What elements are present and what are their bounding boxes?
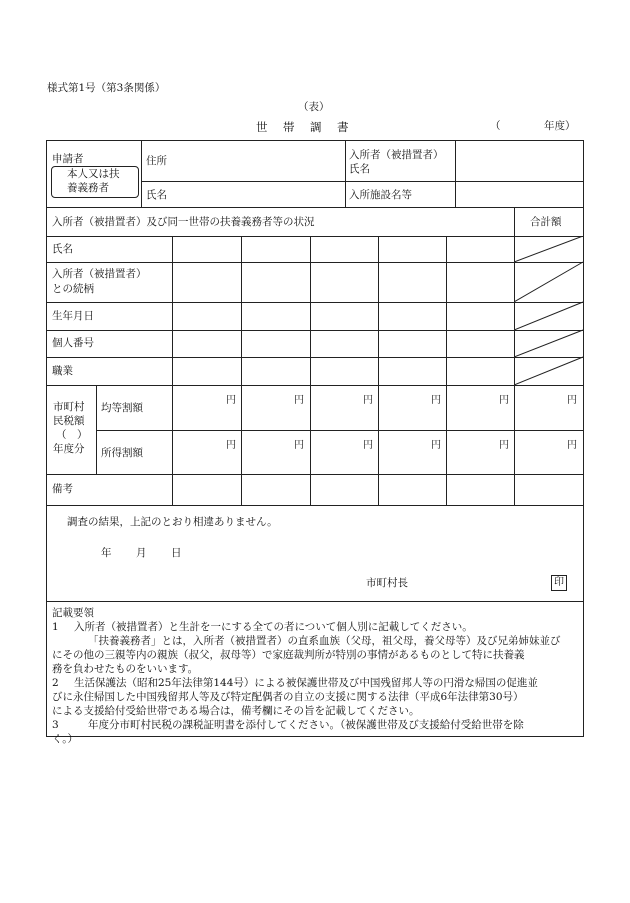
date-year: 年: [101, 547, 112, 559]
certification-statement: 調査の結果，上記のとおり相違ありません。: [67, 516, 278, 528]
fiscal-year-close: 年度）: [544, 120, 576, 132]
row-personal-number-label: 個人番号: [52, 337, 94, 349]
tax-label-4: 年度分: [53, 443, 85, 455]
note-1: 1 入所者（被措置者）と生計を一にする全ての者について個人別に記載してください。: [52, 621, 473, 633]
note-3: 3 年度分市町村民税の課税証明書を添付してください。（被保護世帯及び支援給付受給世帯を除: [52, 719, 524, 731]
household-section-title: 入所者（被措置者）及び同一世帯の扶養義務者等の状況: [52, 216, 315, 228]
yen-unit: 円: [294, 440, 304, 451]
resident-label: 入所者（被措置者）: [349, 149, 444, 161]
yen-unit: 円: [567, 440, 577, 451]
total-column-strikes: [514, 236, 584, 386]
tax-label-2: 民税額: [53, 415, 85, 427]
fiscal-year-open: （: [490, 120, 501, 132]
yen-unit: 円: [499, 440, 509, 451]
notes-heading: 記載要領: [52, 607, 94, 619]
mayor-label: 市町村長: [366, 577, 408, 589]
yen-unit: 円: [499, 395, 509, 406]
page-title: 世 帯 調 書: [256, 120, 351, 134]
note-3-line-2: く。）: [52, 733, 79, 745]
total-label: 合計額: [530, 216, 562, 228]
notes-section: [52, 606, 582, 746]
form-side-label: （表）: [298, 101, 330, 113]
note-2-line-3: による支援給付受給世帯である場合は，備考欄にその旨を記載してください。: [52, 705, 420, 717]
applicant-name-label: 氏名: [146, 189, 167, 201]
row-name-label: 氏名: [52, 243, 73, 255]
row-remarks-label: 備考: [52, 483, 73, 495]
row-relation-label-2: との続柄: [52, 283, 94, 295]
tax-label-3: （ ）: [56, 429, 88, 441]
facility-label: 入所施設名等: [349, 189, 412, 201]
note-2: 2 生活保護法（昭和25年法律第144号）による被保護世帯及び中国残留邦人等の円滑な帰国の促進並: [52, 677, 538, 689]
seal-mark: 印: [551, 575, 567, 591]
applicant-label: 申請者: [52, 153, 84, 165]
note-1-definition-line-1: 「扶養義務者」とは，入所者（被措置者）の直系血族（父母，祖父母，養父母等）及び兄弟姉妹並び: [88, 635, 561, 647]
yen-unit: 円: [431, 440, 441, 451]
tax-label-1: 市町村: [53, 401, 85, 413]
yen-unit: 円: [431, 395, 441, 406]
form-number: 様式第1号（第3条関係）: [47, 82, 166, 94]
yen-unit: 円: [294, 395, 304, 406]
yen-unit: 円: [363, 395, 373, 406]
date-day: 日: [171, 547, 182, 559]
date-month: 月: [136, 547, 147, 559]
equal-rate-label: 均等割額: [101, 402, 143, 414]
note-1-definition-line-2: にその他の三親等内の親族（叔父，叔母等）で家庭裁判所が特別の事情があるものとして特に扶養義: [52, 649, 525, 661]
yen-unit: 円: [363, 440, 373, 451]
row-occupation-label: 職業: [52, 365, 73, 377]
note-2-line-2: びに永住帰国した中国残留邦人等及び特定配偶者の自立の支援に関する法律（平成6年法律第30号）: [52, 691, 524, 703]
address-label: 住所: [146, 155, 167, 167]
yen-unit: 円: [567, 395, 577, 406]
income-rate-label: 所得割額: [101, 447, 143, 459]
row-birthdate-label: 生年月日: [52, 310, 94, 322]
row-relation-label-1: 入所者（被措置者）: [52, 268, 147, 280]
applicant-type-line2: 養義務者: [67, 182, 109, 194]
yen-unit: 円: [226, 440, 236, 451]
applicant-type-line1: 本人又は扶: [67, 168, 120, 180]
note-1-definition-line-3: 務を負わせたものをいいます。: [52, 663, 199, 675]
resident-name-label: 氏名: [349, 163, 370, 175]
yen-unit: 円: [226, 395, 236, 406]
